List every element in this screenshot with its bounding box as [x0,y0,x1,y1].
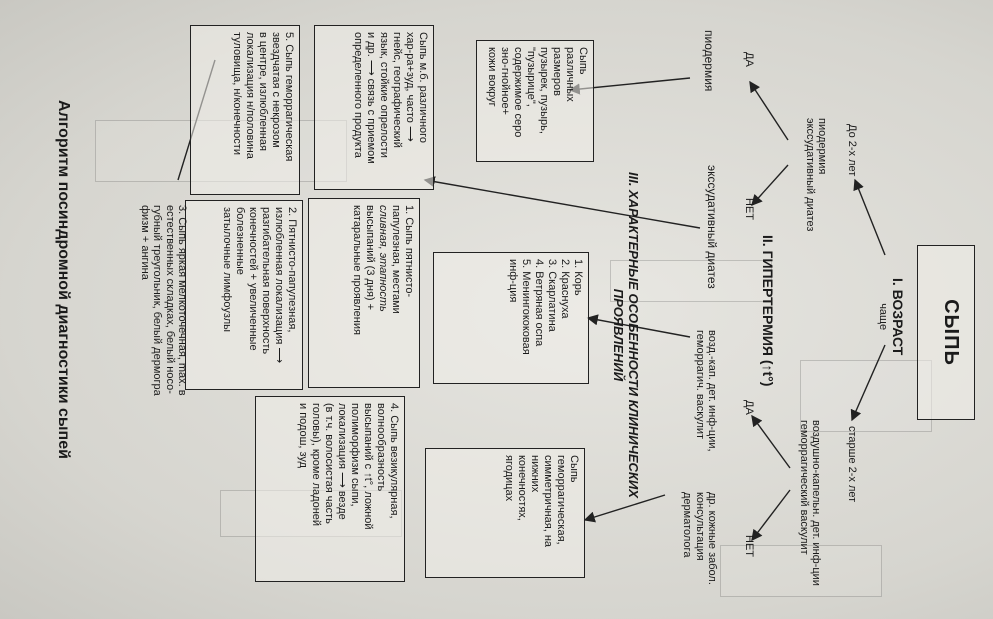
age-label: I. ВОЗРАСТ [890,278,906,356]
right-yes-result-1: возд.-кап. дет. инф-ции, [706,330,718,452]
diathesis-line-5: и др. ⟶ связь с приемом [365,32,378,164]
rash-item-5-box [190,25,300,195]
pyoderma-line-3: размеров [551,47,564,96]
left-yes-result: пиодермия [702,30,716,92]
right-no-label: НЕТ [743,535,755,557]
age-over-2-label: старше 2-х лет [846,426,858,503]
right-yes-result-2: геморрагич. васкулит [693,330,706,440]
rash-3-line-4: физм + ангина [139,205,152,280]
rash-2-line-4: конечностей + увеличенные [247,207,260,351]
arrow-right-to-yes [752,416,790,468]
left-yes-label: ДА [743,52,755,67]
infection-5: 5. Менингококовая [520,259,533,355]
title-box [917,245,975,420]
arrow-age-to-under2 [855,180,885,255]
pyoderma-line-7: зно-гнойное+ [499,47,512,115]
rash-1-line-2: папулезная, местами [390,205,403,314]
diathesis-line-2: хар-ра+зуд, часто ⟶ [404,32,417,142]
arrow-right-to-no [752,490,790,540]
rash-2-line-6: затылочные лимфоузлы [221,207,234,333]
infection-2: 2. Краснуха [559,259,572,319]
left-no-label: НЕТ [743,198,755,220]
left-no-result: экссудативный диатез [705,165,719,289]
rash-item-2-box [185,200,303,390]
infection-6: инф-ция [507,259,520,303]
rash-5-line-5: туловища, н/конечности [231,32,244,155]
rash-5-line-3: в центре, излюбленная [257,32,270,151]
rash-1-line-3: сливная, этапность [377,205,390,312]
rash-4-line-4: полиморфизм сыпи, [349,403,362,507]
rash-5-line-4: локализация н/половина [244,32,257,159]
age-note: чаще [877,303,890,331]
rash-5-line-2: звездчатая с некрозом [270,32,283,148]
left-cause-1: пиодермия [816,118,828,175]
rash-4-line-7: головы), кроме ладоней [310,403,323,527]
rash-item-3 [139,205,188,396]
title-text: СЫПЬ [940,299,962,366]
rash-2-line-2: излюбленная локализация ⟶ [273,207,286,364]
left-cause-2: экссудативный диатез [803,118,816,232]
arrow-age-to-over2 [852,345,885,420]
pyoderma-line-8: кожи вокруг [486,47,499,107]
pyoderma-box [476,40,594,162]
section3-heading [611,172,640,498]
rash-4-line-3: высыпаний с ↑t°, ложной [362,403,375,530]
rash-3-line-2: естественных складках, белый носо- [163,205,176,394]
rash-item-1-box [308,198,420,388]
infection-3: 3. Скарлатина [546,259,559,332]
rash-3-line-3: губный треугольник, белый дермогра [151,205,164,396]
vasculitis-line-1: Сыпь [568,455,580,483]
right-causes [797,420,822,586]
right-no-result-3: дерматолога [681,492,694,558]
pyoderma-line-1: Сыпь [577,47,589,75]
vasculitis-line-4: нижних [529,455,542,493]
right-yes-result [693,330,718,452]
rash-4-line-6: (в т.ч. волосистая часть [323,403,336,524]
pyoderma-line-5: "пузырице", [525,47,538,107]
rash-4-line-5: локализация ⟶ везде [336,403,349,520]
rash-4-line-2: волнообразность [375,403,388,492]
diathesis-line-6: определенного продукта [352,32,365,158]
pyoderma-line-6: содержимое серо [512,47,525,138]
age-node [877,278,905,355]
right-cause-1: воздушно-капельн. дет. инф-ции [810,420,822,586]
section3-line-1: III. ХАРАКТЕРНЫЕ ОСОБЕННОСТИ КЛИНИЧЕСКИХ [626,172,641,498]
right-cause-2: геморрагический васкулит [797,420,810,555]
pyoderma-line-4: пузырек, пузырь, [538,47,551,134]
diathesis-line-3: гнейс, географический [391,32,404,148]
right-yes-label: ДА [743,400,755,415]
arrow-left-to-yes [750,82,788,140]
right-no-result-1: др. кожные забол. [706,492,718,585]
rash-1-line-5: катаральные проявления [351,205,364,335]
section3-line-2: ПРОЯВЛЕНИЙ [611,288,627,382]
diathesis-line-4: язык, стойкие опрелости [378,32,391,158]
left-causes [803,118,828,231]
rash-item-4-box [255,396,405,582]
pyoderma-line-2: различных [564,47,577,102]
arrow-diathesis [425,180,700,228]
diathesis-line-1: Сыпь м.б. различного [417,32,429,144]
infection-1: 1. Корь [572,259,584,296]
infection-4: 4. Ветряная оспа [533,259,546,347]
vasculitis-line-6: ягодицах [503,455,516,502]
vasculitis-box [425,448,585,578]
rash-1-line-1: 1. Сыпь пятнисто- [403,205,415,298]
vasculitis-line-3: симметричная, на [542,455,555,548]
infections-box [433,252,589,384]
rash-4-line-8: и подош, зуд [297,403,310,468]
hyperthermia-label: II. ГИПЕРТЕРМИЯ (↑t°) [760,235,776,387]
rash-3-line-1: 3. Сыпь яркая мелкоточечная, max. в [176,205,188,396]
right-no-result-2: консультация [693,492,706,561]
rash-4-line-1: 4. Сыпь везикулярная, [388,403,400,519]
diathesis-box [314,25,434,190]
footer-title: Алгоритм посиндромной диагностики сыпей [55,100,72,459]
rash-5-line-1: 5. Сыпь геморрагическая [283,32,295,162]
rash-2-line-5: болезненные [234,207,247,275]
rash-2-line-3: разгибательная поверхность [260,207,273,355]
right-no-result [681,492,718,585]
arrow-vasculitis [585,495,665,520]
age-under-2-label: До 2-х лет [846,124,858,177]
vasculitis-line-2: геморрагическая, [555,455,568,545]
rash-2-line-1: 2. Пятнисто-папулезная, [286,207,298,333]
vasculitis-line-5: конечностях, [516,455,529,521]
arrow-left-to-no [752,165,788,205]
rash-1-line-4: высыпаний (3 дня) + [364,205,377,311]
